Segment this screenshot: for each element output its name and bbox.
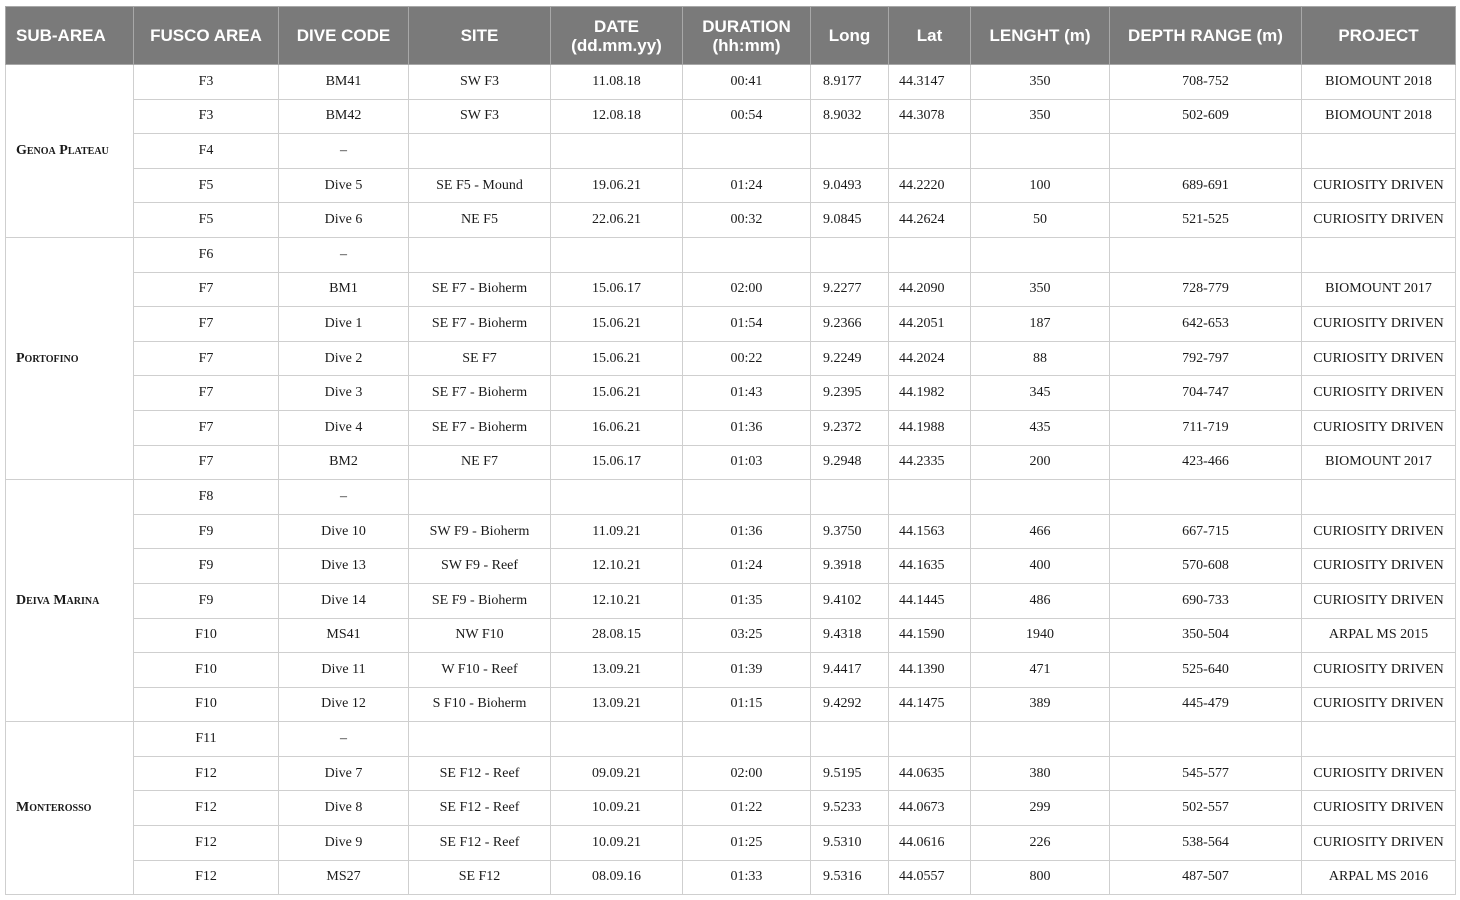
dive-code-cell: MS27 xyxy=(279,860,409,895)
table-row xyxy=(6,722,1456,757)
longitude-cell: 9.0493 xyxy=(811,168,889,203)
latitude-cell: 44.1982 xyxy=(889,376,971,411)
depth-range-cell: 502-557 xyxy=(1110,791,1302,826)
column-header-label: Long xyxy=(828,26,871,45)
site-cell xyxy=(409,480,551,515)
project-cell: CURIOSITY DRIVEN xyxy=(1302,514,1456,549)
column-header xyxy=(971,7,1110,65)
latitude-cell: 44.2051 xyxy=(889,307,971,342)
latitude-cell: 44.0616 xyxy=(889,826,971,861)
latitude-cell: 44.3078 xyxy=(889,99,971,134)
column-header-label: DURATION xyxy=(702,16,791,36)
site-cell: SE F12 - Reef xyxy=(409,826,551,861)
project-cell: CURIOSITY DRIVEN xyxy=(1302,687,1456,722)
date-cell: 19.06.21 xyxy=(551,168,683,203)
depth-range-cell xyxy=(1110,237,1302,272)
project-cell: CURIOSITY DRIVEN xyxy=(1302,549,1456,584)
site-cell: SW F9 - Reef xyxy=(409,549,551,584)
longitude-cell: 9.5233 xyxy=(811,791,889,826)
longitude-cell: 9.4292 xyxy=(811,687,889,722)
latitude-cell: 44.0635 xyxy=(889,756,971,791)
dive-code-cell: Dive 12 xyxy=(279,687,409,722)
latitude-cell: 44.1563 xyxy=(889,514,971,549)
depth-range-cell xyxy=(1110,480,1302,515)
fusco-area-cell: F7 xyxy=(134,376,279,411)
fusco-area-cell: F9 xyxy=(134,549,279,584)
site-cell xyxy=(409,722,551,757)
sub-area-cell: Monterosso xyxy=(6,722,134,895)
depth-range-cell: 711-719 xyxy=(1110,410,1302,445)
site-cell: W F10 - Reef xyxy=(409,653,551,688)
latitude-cell: 44.2024 xyxy=(889,341,971,376)
length-cell xyxy=(971,237,1110,272)
dive-table xyxy=(5,6,1456,895)
table-row xyxy=(6,99,1456,134)
fusco-area-cell: F3 xyxy=(134,99,279,134)
longitude-cell: 9.3750 xyxy=(811,514,889,549)
fusco-area-cell: F12 xyxy=(134,826,279,861)
length-cell: 345 xyxy=(971,376,1110,411)
longitude-cell: 9.4318 xyxy=(811,618,889,653)
length-cell: 200 xyxy=(971,445,1110,480)
date-cell: 10.09.21 xyxy=(551,826,683,861)
longitude-cell: 9.5195 xyxy=(811,756,889,791)
longitude-cell xyxy=(811,134,889,169)
table-header xyxy=(6,7,1456,65)
duration-cell: 02:00 xyxy=(683,272,811,307)
project-cell: ARPAL MS 2016 xyxy=(1302,860,1456,895)
depth-range-cell: 545-577 xyxy=(1110,756,1302,791)
length-cell: 486 xyxy=(971,583,1110,618)
dive-code-cell: Dive 6 xyxy=(279,203,409,238)
site-cell: SE F12 xyxy=(409,860,551,895)
table-row xyxy=(6,65,1456,100)
site-cell: NE F7 xyxy=(409,445,551,480)
duration-cell: 01:25 xyxy=(683,826,811,861)
duration-cell: 00:22 xyxy=(683,341,811,376)
project-cell: CURIOSITY DRIVEN xyxy=(1302,410,1456,445)
date-cell xyxy=(551,237,683,272)
latitude-cell xyxy=(889,134,971,169)
dive-code-cell: Dive 3 xyxy=(279,376,409,411)
dive-code-cell: – xyxy=(279,722,409,757)
dive-code-cell: BM42 xyxy=(279,99,409,134)
table-row xyxy=(6,272,1456,307)
duration-cell xyxy=(683,722,811,757)
date-cell: 11.09.21 xyxy=(551,514,683,549)
site-cell xyxy=(409,134,551,169)
duration-cell: 01:43 xyxy=(683,376,811,411)
column-header-sublabel: (dd.mm.yy) xyxy=(571,35,662,55)
dive-code-cell: Dive 8 xyxy=(279,791,409,826)
site-cell: SE F5 - Mound xyxy=(409,168,551,203)
date-cell: 08.09.16 xyxy=(551,860,683,895)
dive-code-cell: – xyxy=(279,134,409,169)
latitude-cell: 44.1988 xyxy=(889,410,971,445)
longitude-cell: 9.5316 xyxy=(811,860,889,895)
date-cell: 28.08.15 xyxy=(551,618,683,653)
fusco-area-cell: F3 xyxy=(134,65,279,100)
dive-code-cell: Dive 9 xyxy=(279,826,409,861)
longitude-cell: 9.5310 xyxy=(811,826,889,861)
longitude-cell xyxy=(811,237,889,272)
latitude-cell xyxy=(889,237,971,272)
fusco-area-cell: F12 xyxy=(134,791,279,826)
table-row xyxy=(6,203,1456,238)
date-cell: 15.06.17 xyxy=(551,445,683,480)
length-cell: 100 xyxy=(971,168,1110,203)
depth-range-cell xyxy=(1110,722,1302,757)
dive-code-cell: Dive 13 xyxy=(279,549,409,584)
latitude-cell: 44.1475 xyxy=(889,687,971,722)
duration-cell: 01:22 xyxy=(683,791,811,826)
longitude-cell: 9.2249 xyxy=(811,341,889,376)
column-header-label: SITE xyxy=(460,26,499,45)
dive-code-cell: BM2 xyxy=(279,445,409,480)
table-row xyxy=(6,756,1456,791)
column-header xyxy=(811,7,889,65)
dive-code-cell: BM41 xyxy=(279,65,409,100)
project-cell: BIOMOUNT 2018 xyxy=(1302,65,1456,100)
latitude-cell: 44.1445 xyxy=(889,583,971,618)
longitude-cell: 8.9032 xyxy=(811,99,889,134)
dive-code-cell: Dive 5 xyxy=(279,168,409,203)
dive-code-cell: Dive 11 xyxy=(279,653,409,688)
column-header xyxy=(551,7,683,65)
date-cell: 15.06.21 xyxy=(551,376,683,411)
site-cell: SE F7 - Bioherm xyxy=(409,410,551,445)
length-cell: 389 xyxy=(971,687,1110,722)
latitude-cell: 44.0557 xyxy=(889,860,971,895)
depth-range-cell: 423-466 xyxy=(1110,445,1302,480)
latitude-cell: 44.3147 xyxy=(889,65,971,100)
date-cell: 15.06.17 xyxy=(551,272,683,307)
site-cell: SW F3 xyxy=(409,65,551,100)
longitude-cell: 9.2372 xyxy=(811,410,889,445)
fusco-area-cell: F10 xyxy=(134,618,279,653)
latitude-cell: 44.2090 xyxy=(889,272,971,307)
fusco-area-cell: F6 xyxy=(134,237,279,272)
dive-code-cell: Dive 1 xyxy=(279,307,409,342)
table-row xyxy=(6,168,1456,203)
column-header xyxy=(6,7,134,65)
longitude-cell: 9.4102 xyxy=(811,583,889,618)
latitude-cell xyxy=(889,722,971,757)
project-cell: CURIOSITY DRIVEN xyxy=(1302,376,1456,411)
length-cell xyxy=(971,480,1110,515)
duration-cell: 03:25 xyxy=(683,618,811,653)
project-cell: ARPAL MS 2015 xyxy=(1302,618,1456,653)
latitude-cell xyxy=(889,480,971,515)
table-row xyxy=(6,514,1456,549)
fusco-area-cell: F10 xyxy=(134,687,279,722)
length-cell: 380 xyxy=(971,756,1110,791)
date-cell: 16.06.21 xyxy=(551,410,683,445)
table-row xyxy=(6,341,1456,376)
longitude-cell xyxy=(811,480,889,515)
latitude-cell: 44.1635 xyxy=(889,549,971,584)
duration-cell: 01:24 xyxy=(683,168,811,203)
column-header xyxy=(1302,7,1456,65)
duration-cell: 01:35 xyxy=(683,583,811,618)
project-cell: CURIOSITY DRIVEN xyxy=(1302,826,1456,861)
depth-range-cell: 792-797 xyxy=(1110,341,1302,376)
column-header xyxy=(1110,7,1302,65)
dive-code-cell: Dive 2 xyxy=(279,341,409,376)
sub-area-cell: Deiva Marina xyxy=(6,480,134,722)
dive-code-cell: – xyxy=(279,237,409,272)
column-header-sublabel: (hh:mm) xyxy=(712,35,781,55)
duration-cell: 01:24 xyxy=(683,549,811,584)
site-cell: SW F9 - Bioherm xyxy=(409,514,551,549)
site-cell: S F10 - Bioherm xyxy=(409,687,551,722)
length-cell: 466 xyxy=(971,514,1110,549)
duration-cell: 00:32 xyxy=(683,203,811,238)
depth-range-cell: 538-564 xyxy=(1110,826,1302,861)
fusco-area-cell: F5 xyxy=(134,203,279,238)
fusco-area-cell: F4 xyxy=(134,134,279,169)
depth-range-cell: 502-609 xyxy=(1110,99,1302,134)
site-cell: NW F10 xyxy=(409,618,551,653)
duration-cell: 01:36 xyxy=(683,514,811,549)
longitude-cell: 9.2277 xyxy=(811,272,889,307)
depth-range-cell xyxy=(1110,134,1302,169)
column-header-label: DIVE CODE xyxy=(296,26,391,45)
length-cell xyxy=(971,134,1110,169)
project-cell: BIOMOUNT 2017 xyxy=(1302,272,1456,307)
longitude-cell xyxy=(811,722,889,757)
table-row xyxy=(6,480,1456,515)
table-row xyxy=(6,134,1456,169)
table-row xyxy=(6,237,1456,272)
dive-code-cell: Dive 10 xyxy=(279,514,409,549)
duration-cell: 01:03 xyxy=(683,445,811,480)
longitude-cell: 9.4417 xyxy=(811,653,889,688)
fusco-area-cell: F12 xyxy=(134,756,279,791)
header-row xyxy=(6,7,1456,65)
longitude-cell: 9.2366 xyxy=(811,307,889,342)
latitude-cell: 44.0673 xyxy=(889,791,971,826)
project-cell: BIOMOUNT 2018 xyxy=(1302,99,1456,134)
length-cell: 435 xyxy=(971,410,1110,445)
column-header xyxy=(134,7,279,65)
column-header-label: FUSCO AREA xyxy=(150,26,262,45)
depth-range-cell: 487-507 xyxy=(1110,860,1302,895)
site-cell: SE F7 - Bioherm xyxy=(409,376,551,411)
fusco-area-cell: F7 xyxy=(134,341,279,376)
duration-cell xyxy=(683,480,811,515)
dive-code-cell: – xyxy=(279,480,409,515)
project-cell: CURIOSITY DRIVEN xyxy=(1302,653,1456,688)
fusco-area-cell: F9 xyxy=(134,583,279,618)
date-cell: 13.09.21 xyxy=(551,653,683,688)
column-header xyxy=(409,7,551,65)
depth-range-cell: 708-752 xyxy=(1110,65,1302,100)
depth-range-cell: 728-779 xyxy=(1110,272,1302,307)
dive-code-cell: Dive 4 xyxy=(279,410,409,445)
site-cell: SE F7 - Bioherm xyxy=(409,272,551,307)
length-cell: 299 xyxy=(971,791,1110,826)
fusco-area-cell: F7 xyxy=(134,445,279,480)
length-cell: 187 xyxy=(971,307,1110,342)
date-cell: 15.06.21 xyxy=(551,307,683,342)
duration-cell xyxy=(683,134,811,169)
depth-range-cell: 445-479 xyxy=(1110,687,1302,722)
length-cell: 400 xyxy=(971,549,1110,584)
fusco-area-cell: F7 xyxy=(134,307,279,342)
duration-cell: 01:36 xyxy=(683,410,811,445)
duration-cell: 01:33 xyxy=(683,860,811,895)
site-cell: SE F9 - Bioherm xyxy=(409,583,551,618)
date-cell: 12.10.21 xyxy=(551,549,683,584)
longitude-cell: 8.9177 xyxy=(811,65,889,100)
project-cell xyxy=(1302,237,1456,272)
date-cell xyxy=(551,480,683,515)
dive-code-cell: MS41 xyxy=(279,618,409,653)
longitude-cell: 9.0845 xyxy=(811,203,889,238)
column-header-label: Lat xyxy=(916,26,943,45)
date-cell xyxy=(551,134,683,169)
project-cell xyxy=(1302,480,1456,515)
duration-cell: 01:15 xyxy=(683,687,811,722)
table-row xyxy=(6,826,1456,861)
length-cell xyxy=(971,722,1110,757)
project-cell: BIOMOUNT 2017 xyxy=(1302,445,1456,480)
fusco-area-cell: F10 xyxy=(134,653,279,688)
date-cell: 11.08.18 xyxy=(551,65,683,100)
table-body xyxy=(6,65,1456,895)
date-cell: 12.10.21 xyxy=(551,583,683,618)
duration-cell xyxy=(683,237,811,272)
length-cell: 1940 xyxy=(971,618,1110,653)
longitude-cell: 9.2395 xyxy=(811,376,889,411)
project-cell: CURIOSITY DRIVEN xyxy=(1302,307,1456,342)
length-cell: 471 xyxy=(971,653,1110,688)
latitude-cell: 44.2220 xyxy=(889,168,971,203)
table-row xyxy=(6,653,1456,688)
table-row xyxy=(6,410,1456,445)
dive-table-container xyxy=(5,6,1455,895)
table-row xyxy=(6,376,1456,411)
dive-code-cell: Dive 7 xyxy=(279,756,409,791)
sub-area-cell: Portofino xyxy=(6,237,134,479)
fusco-area-cell: F7 xyxy=(134,410,279,445)
depth-range-cell: 350-504 xyxy=(1110,618,1302,653)
project-cell: CURIOSITY DRIVEN xyxy=(1302,203,1456,238)
dive-code-cell: Dive 14 xyxy=(279,583,409,618)
column-header-label: PROJECT xyxy=(1338,26,1419,45)
date-cell: 15.06.21 xyxy=(551,341,683,376)
fusco-area-cell: F7 xyxy=(134,272,279,307)
sub-area-cell: Genoa Plateau xyxy=(6,65,134,238)
site-cell: NE F5 xyxy=(409,203,551,238)
date-cell: 09.09.21 xyxy=(551,756,683,791)
column-header xyxy=(683,7,811,65)
latitude-cell: 44.1590 xyxy=(889,618,971,653)
site-cell: SE F7 xyxy=(409,341,551,376)
depth-range-cell: 570-608 xyxy=(1110,549,1302,584)
project-cell: CURIOSITY DRIVEN xyxy=(1302,756,1456,791)
column-header-label: LENGHT (m) xyxy=(989,26,1091,45)
site-cell: SE F7 - Bioherm xyxy=(409,307,551,342)
depth-range-cell: 689-691 xyxy=(1110,168,1302,203)
date-cell: 10.09.21 xyxy=(551,791,683,826)
longitude-cell: 9.3918 xyxy=(811,549,889,584)
table-row xyxy=(6,860,1456,895)
date-cell: 22.06.21 xyxy=(551,203,683,238)
project-cell: CURIOSITY DRIVEN xyxy=(1302,168,1456,203)
project-cell: CURIOSITY DRIVEN xyxy=(1302,341,1456,376)
table-row xyxy=(6,445,1456,480)
site-cell: SW F3 xyxy=(409,99,551,134)
longitude-cell: 9.2948 xyxy=(811,445,889,480)
table-row xyxy=(6,307,1456,342)
table-row xyxy=(6,583,1456,618)
duration-cell: 01:54 xyxy=(683,307,811,342)
latitude-cell: 44.2335 xyxy=(889,445,971,480)
length-cell: 350 xyxy=(971,272,1110,307)
depth-range-cell: 642-653 xyxy=(1110,307,1302,342)
table-row xyxy=(6,618,1456,653)
length-cell: 350 xyxy=(971,99,1110,134)
table-row xyxy=(6,687,1456,722)
dive-code-cell: BM1 xyxy=(279,272,409,307)
duration-cell: 00:54 xyxy=(683,99,811,134)
length-cell: 350 xyxy=(971,65,1110,100)
site-cell: SE F12 - Reef xyxy=(409,756,551,791)
duration-cell: 01:39 xyxy=(683,653,811,688)
fusco-area-cell: F5 xyxy=(134,168,279,203)
column-header xyxy=(889,7,971,65)
column-header xyxy=(279,7,409,65)
project-cell: CURIOSITY DRIVEN xyxy=(1302,583,1456,618)
date-cell: 12.08.18 xyxy=(551,99,683,134)
date-cell: 13.09.21 xyxy=(551,687,683,722)
column-header-label: SUB-AREA xyxy=(16,26,106,45)
project-cell xyxy=(1302,722,1456,757)
depth-range-cell: 525-640 xyxy=(1110,653,1302,688)
date-cell xyxy=(551,722,683,757)
depth-range-cell: 704-747 xyxy=(1110,376,1302,411)
site-cell xyxy=(409,237,551,272)
length-cell: 226 xyxy=(971,826,1110,861)
depth-range-cell: 521-525 xyxy=(1110,203,1302,238)
column-header-label: DATE xyxy=(593,16,639,36)
project-cell: CURIOSITY DRIVEN xyxy=(1302,791,1456,826)
column-header-label: DEPTH RANGE (m) xyxy=(1128,26,1283,45)
site-cell: SE F12 - Reef xyxy=(409,791,551,826)
latitude-cell: 44.2624 xyxy=(889,203,971,238)
depth-range-cell: 690-733 xyxy=(1110,583,1302,618)
fusco-area-cell: F11 xyxy=(134,722,279,757)
depth-range-cell: 667-715 xyxy=(1110,514,1302,549)
fusco-area-cell: F9 xyxy=(134,514,279,549)
length-cell: 800 xyxy=(971,860,1110,895)
length-cell: 50 xyxy=(971,203,1110,238)
duration-cell: 02:00 xyxy=(683,756,811,791)
latitude-cell: 44.1390 xyxy=(889,653,971,688)
duration-cell: 00:41 xyxy=(683,65,811,100)
fusco-area-cell: F8 xyxy=(134,480,279,515)
table-row xyxy=(6,549,1456,584)
fusco-area-cell: F12 xyxy=(134,860,279,895)
project-cell xyxy=(1302,134,1456,169)
length-cell: 88 xyxy=(971,341,1110,376)
table-row xyxy=(6,791,1456,826)
